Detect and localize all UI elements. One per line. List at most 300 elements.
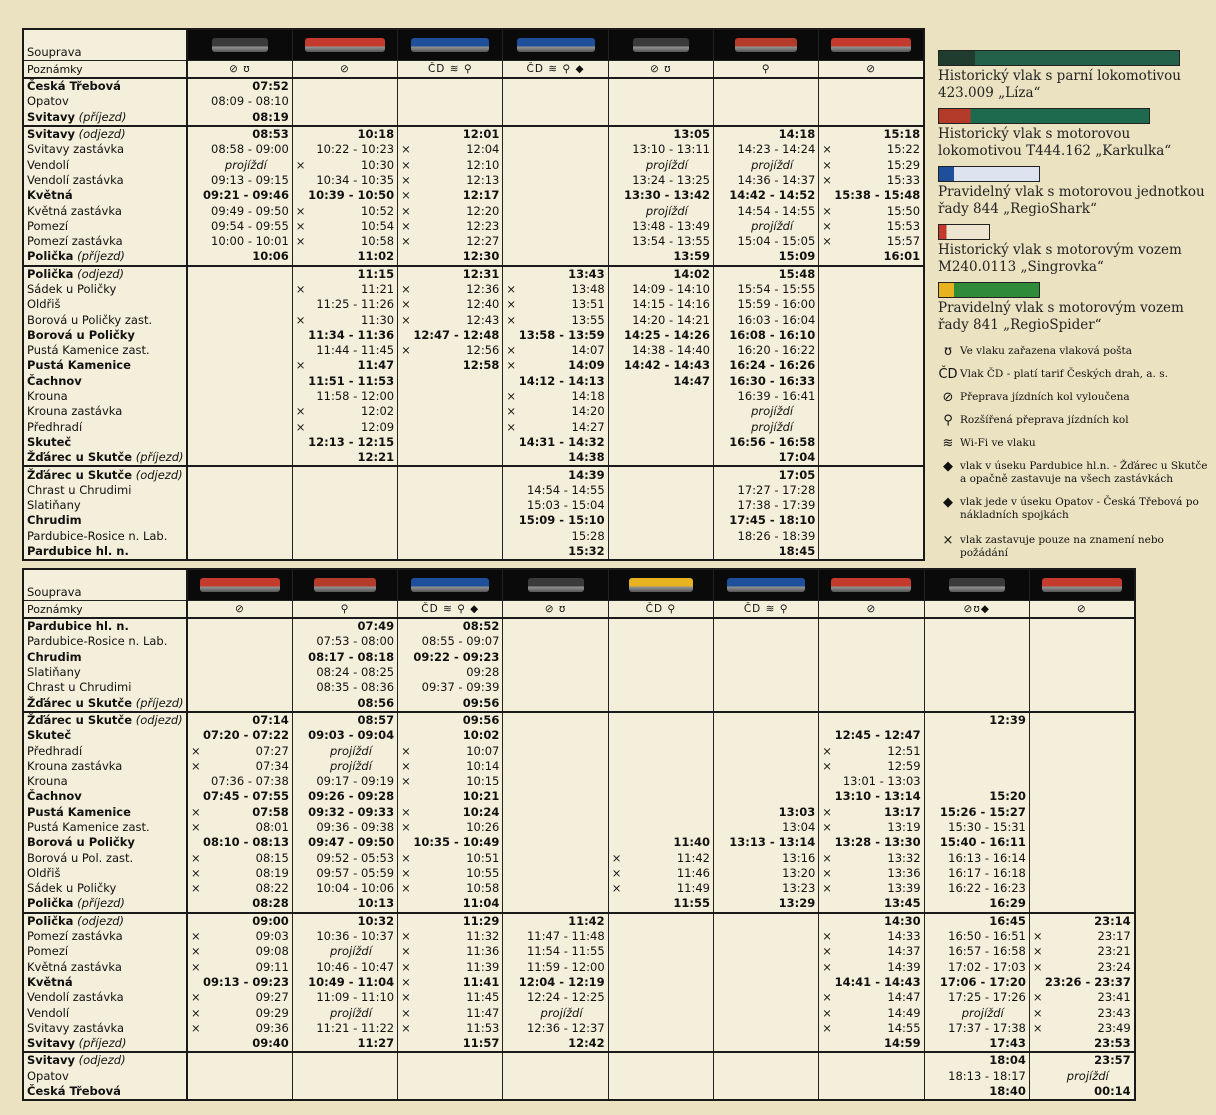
time-cell [608, 529, 713, 544]
time-cell [292, 820, 397, 835]
station-label: Polička [27, 249, 74, 264]
time-cell-content [191, 790, 289, 803]
time-value: 13:10 - 13:11 [632, 142, 710, 157]
timetable-row [23, 126, 924, 142]
time-cell [292, 450, 397, 466]
time-cell-content [401, 666, 499, 679]
time-cell-content [717, 250, 815, 263]
time-value: projíždí [751, 404, 794, 419]
time-cell [292, 249, 397, 265]
timetable-row [23, 789, 1135, 804]
time-cell [398, 219, 503, 234]
legend-symbol-item [936, 460, 1212, 486]
time-cell-content [506, 930, 604, 943]
time-cell [292, 680, 397, 695]
train-notes-icons: ČD ≋ ⚲ ◆ [503, 61, 608, 79]
time-value: 14:18 [778, 127, 816, 142]
time-cell [819, 712, 924, 728]
time-value: 14:36 - 14:37 [737, 172, 816, 187]
train-notes-icons: ⊘ [292, 61, 397, 79]
station-name [23, 513, 187, 528]
request-stop-icon: × [822, 758, 832, 773]
time-cell [819, 665, 924, 680]
time-value: 13:04 [782, 820, 816, 834]
time-cell [187, 78, 292, 94]
station-name [23, 850, 187, 865]
time-cell-content [928, 821, 1026, 834]
time-cell [608, 78, 713, 94]
train-image-regioshark [713, 569, 818, 601]
time-cell [292, 1036, 397, 1052]
time-cell [292, 343, 397, 358]
time-value: 13:59 [673, 249, 710, 264]
station-label: Oldřiš [27, 865, 61, 880]
time-cell [398, 234, 503, 249]
time-cell-content [717, 897, 815, 910]
time-cell [187, 328, 292, 343]
time-value: 17:43 [989, 1036, 1026, 1051]
time-cell [187, 680, 292, 695]
station-label: Slatiňany [27, 665, 81, 680]
station-label: Slatiňany [27, 498, 81, 513]
station-label: Krouna [27, 389, 68, 404]
time-cell [713, 896, 818, 912]
time-cell [503, 389, 608, 404]
time-cell [819, 1005, 924, 1020]
time-cell [187, 219, 292, 234]
station-name [23, 173, 187, 188]
time-cell-content [401, 314, 499, 327]
station-label: Skuteč [27, 728, 72, 743]
time-cell-content [928, 976, 1026, 989]
time-cell-content [296, 790, 394, 803]
time-value: 08:10 - 08:13 [203, 835, 289, 850]
timetable-row [23, 634, 1135, 649]
station-name [23, 975, 187, 990]
request-stop-icon: × [295, 203, 306, 218]
time-cell [398, 389, 503, 404]
time-cell [713, 1069, 818, 1084]
time-cell-content [717, 514, 815, 527]
station-label: Svitavy [27, 127, 75, 142]
time-value: projíždí [329, 758, 372, 773]
station-name [23, 1021, 187, 1036]
time-value: 14:15 - 14:16 [632, 297, 710, 312]
time-value: 15:33 [886, 172, 921, 187]
station-name [23, 94, 187, 109]
station-label: Polička [27, 913, 74, 928]
time-value: 09:03 [255, 929, 289, 944]
time-cell [187, 929, 292, 944]
timetable-row [23, 343, 924, 358]
station-label: Vendolí zastávka [27, 172, 124, 187]
time-cell [503, 835, 608, 850]
time-cell [713, 343, 818, 358]
time-value: 16:03 - 16:04 [737, 312, 816, 327]
time-cell-content [822, 775, 920, 788]
request-stop-icon: × [611, 881, 622, 896]
train-legend [938, 50, 1210, 340]
time-cell [924, 1005, 1029, 1020]
time-cell-content [822, 729, 920, 742]
time-value: 10:55 [466, 865, 500, 880]
time-cell [713, 805, 818, 820]
time-cell [819, 249, 924, 265]
time-value: 14:47 [887, 990, 921, 1005]
time-value: 17:25 - 17:26 [948, 990, 1026, 1005]
time-cell-content [717, 314, 815, 327]
time-cell-content [506, 469, 604, 482]
request-stop-icon: × [401, 990, 411, 1005]
time-cell-content [612, 159, 710, 172]
time-value: 16:29 [989, 896, 1026, 911]
station-name [23, 157, 187, 172]
steam-icon [212, 38, 268, 52]
time-value: 17:45 - 18:10 [729, 513, 816, 528]
time-cell-content [612, 250, 710, 263]
time-cell-content [296, 390, 394, 403]
time-value: 10:04 - 10:06 [316, 881, 395, 896]
time-cell-content [612, 359, 710, 372]
time-cell-content [191, 128, 289, 141]
karkulka-icon [314, 578, 376, 592]
time-value: 07:36 - 07:38 [211, 774, 289, 789]
time-value: 13:54 - 13:55 [632, 234, 710, 249]
time-cell [1029, 960, 1134, 975]
request-stop-icon: × [401, 343, 411, 358]
time-cell [1029, 743, 1134, 758]
request-stop-icon: × [401, 188, 411, 203]
time-value: 14:54 - 14:55 [737, 203, 816, 218]
time-value: 10:51 [466, 850, 500, 865]
time-cell [608, 1084, 713, 1100]
time-cell [187, 618, 292, 634]
time-value: 11:46 [676, 865, 710, 880]
time-cell-content [612, 329, 710, 342]
time-value: 14:31 - 14:32 [518, 434, 605, 449]
time-cell [503, 1052, 608, 1068]
request-stop-icon: × [1032, 944, 1043, 959]
time-value: 12:04 - 12:19 [518, 974, 605, 989]
station-label: Česká Třebová [27, 79, 121, 94]
time-value: 15:03 - 15:04 [526, 498, 605, 513]
request-stop-icon: × [295, 157, 306, 172]
time-cell [924, 913, 1029, 929]
time-cell [292, 759, 397, 774]
time-value: projíždí [329, 1005, 372, 1020]
time-value: 13:01 - 13:03 [842, 774, 921, 789]
time-value: 23:49 [1097, 1020, 1131, 1035]
time-cell [1029, 850, 1134, 865]
station-label: Skuteč [27, 434, 72, 449]
station-name [23, 374, 187, 389]
time-cell [292, 1005, 397, 1020]
time-cell [924, 850, 1029, 865]
request-stop-icon: × [401, 944, 411, 959]
time-value: 11:40 [673, 835, 710, 850]
time-value: 14:41 - 14:43 [834, 974, 921, 989]
station-name [23, 680, 187, 695]
time-cell-content [296, 314, 394, 327]
legend-train-item [938, 108, 1210, 160]
time-value: 13:45 [883, 896, 921, 911]
time-cell [503, 680, 608, 695]
request-stop-icon: × [822, 743, 832, 758]
station-label: Borová u Poličky [27, 835, 135, 850]
time-cell [713, 712, 818, 728]
time-cell-content [191, 205, 289, 218]
time-cell-content [717, 390, 815, 403]
time-cell-content [296, 821, 394, 834]
time-cell-content [717, 821, 815, 834]
time-cell [398, 282, 503, 297]
request-stop-icon: × [1032, 929, 1043, 944]
time-cell [819, 78, 924, 94]
station-label: Borová u Poličky [27, 327, 135, 342]
time-cell-content [296, 697, 394, 710]
time-cell-content [296, 205, 394, 218]
regioshark-icon [517, 38, 595, 52]
time-cell [398, 634, 503, 649]
train-image-karkulka [713, 29, 818, 61]
timetable-row [23, 913, 1135, 929]
no-bicycle-icon: ⊘ [942, 390, 954, 405]
time-cell-content [401, 930, 499, 943]
station-name [23, 759, 187, 774]
time-value: projíždí [751, 419, 794, 434]
time-cell-content [1033, 961, 1131, 974]
time-cell [292, 219, 397, 234]
time-cell [292, 634, 397, 649]
time-cell [608, 695, 713, 711]
request-stop-icon: × [401, 804, 411, 819]
time-cell [292, 743, 397, 758]
request-stop-icon: × [295, 312, 306, 327]
station-label: Pardubice hl. n. [27, 544, 129, 559]
regioshark-icon [727, 578, 805, 592]
station-label: Vendolí zastávka [27, 990, 124, 1005]
request-stop-icon: × [191, 758, 201, 773]
time-value: 13:43 [568, 266, 605, 281]
time-value: 11:30 [360, 312, 395, 327]
time-cell [398, 249, 503, 265]
station-label: Čachnov [27, 373, 82, 388]
time-value: 11:58 - 12:00 [316, 389, 395, 404]
time-value: 08:15 [255, 850, 289, 865]
station-name [23, 866, 187, 881]
station-label: Předhradí [27, 743, 83, 758]
time-cell [398, 820, 503, 835]
time-value: 15:26 - 15:27 [939, 804, 1026, 819]
station-label: Pardubice-Rosice n. Lab. [27, 528, 168, 543]
time-cell [1029, 728, 1134, 743]
station-label: Chrudim [27, 649, 82, 664]
timetable-row [23, 1069, 1135, 1084]
time-cell-content [296, 915, 394, 928]
time-cell [398, 1069, 503, 1084]
time-value: 12:04 [466, 142, 500, 157]
legend-train-text: Historický vlak s motorovým vozem M240.0113 „Singrovka“ [938, 242, 1182, 275]
time-value: 09:56 [462, 712, 500, 727]
time-cell-content [296, 666, 394, 679]
time-cell [713, 404, 818, 419]
station-label: Vendolí [27, 157, 70, 172]
request-stop-icon: × [401, 974, 411, 989]
time-cell-content [401, 867, 499, 880]
time-cell [292, 695, 397, 711]
time-cell [819, 866, 924, 881]
time-cell-content [928, 961, 1026, 974]
timetable-row [23, 374, 924, 389]
time-cell [187, 157, 292, 172]
time-cell [608, 374, 713, 389]
time-cell [924, 665, 1029, 680]
time-cell [503, 1036, 608, 1052]
time-cell [187, 695, 292, 711]
composition-row [23, 29, 924, 61]
time-value: 07:52 [252, 79, 289, 94]
time-cell-content [191, 189, 289, 202]
wifi-icon: ≋ [942, 436, 954, 451]
time-value: 14:07 [571, 343, 605, 358]
time-cell [503, 944, 608, 959]
time-cell [819, 142, 924, 157]
time-cell-content [191, 882, 289, 895]
station-label: Pustá Kamenice zast. [27, 820, 150, 834]
timetable-row [23, 544, 924, 560]
time-cell [713, 466, 818, 482]
time-value: 08:22 [255, 881, 289, 896]
legend-symbol-item [936, 368, 1212, 381]
timetable-row [23, 835, 1135, 850]
time-cell [713, 157, 818, 172]
legend-symbol-text: Rozšířená přeprava jízdních kol [960, 414, 1129, 426]
request-stop-icon: × [401, 172, 411, 187]
time-cell [503, 544, 608, 560]
time-value: 11:39 [466, 959, 500, 974]
time-value: 16:50 - 16:51 [948, 929, 1026, 944]
time-cell [713, 435, 818, 450]
request-stop-icon: × [822, 850, 832, 865]
time-cell-content [296, 852, 394, 865]
time-value: 09:47 - 09:50 [308, 835, 395, 850]
time-cell [819, 1069, 924, 1084]
time-value: 16:22 - 16:23 [948, 881, 1026, 896]
time-cell [503, 513, 608, 528]
timetable-row [23, 680, 1135, 695]
time-cell [819, 789, 924, 804]
time-cell [819, 157, 924, 172]
station-name [23, 483, 187, 498]
time-cell [398, 990, 503, 1005]
time-value: 18:04 [989, 1053, 1026, 1068]
time-cell [187, 960, 292, 975]
time-cell [819, 466, 924, 482]
time-value: 09:13 - 09:23 [203, 974, 289, 989]
time-cell-content [401, 298, 499, 311]
time-cell [608, 389, 713, 404]
train-image-steam [503, 569, 608, 601]
time-cell [187, 1084, 292, 1100]
time-cell [1029, 634, 1134, 649]
time-value: 12:39 [989, 712, 1026, 727]
time-cell [503, 913, 608, 929]
legend-symbol-text: vlak jede v úseku Opatov - Česká Třebová po nákladních spojkách [960, 496, 1199, 521]
time-cell-content [822, 235, 920, 248]
time-cell [713, 695, 818, 711]
time-cell [1029, 866, 1134, 881]
request-stop-icon: × [611, 850, 622, 865]
time-cell-content [401, 882, 499, 895]
time-cell [924, 1036, 1029, 1052]
arrival-departure-qualifier: (příjezd) [132, 450, 184, 465]
request-stop-icon: × [295, 218, 306, 233]
time-cell [713, 358, 818, 373]
time-cell-content [191, 745, 289, 758]
singrovka-icon [305, 38, 385, 52]
time-value: 15:20 [989, 789, 1026, 804]
time-value: 13:16 [782, 850, 816, 865]
station-name [23, 960, 187, 975]
time-cell [924, 1084, 1029, 1100]
time-value: 15:30 - 15:31 [948, 820, 1026, 834]
time-cell [1029, 990, 1134, 1005]
station-label: Chrast u Chrudimi [27, 680, 132, 695]
time-cell [819, 850, 924, 865]
time-cell [713, 944, 818, 959]
time-cell [819, 929, 924, 944]
time-cell [608, 990, 713, 1005]
time-cell [819, 650, 924, 665]
train-image-steam [924, 569, 1029, 601]
time-cell-content [191, 961, 289, 974]
time-cell [503, 483, 608, 498]
train-notes-icons: ⊘ [1029, 601, 1134, 619]
time-value: 08:52 [462, 619, 500, 634]
time-value: 09:22 - 09:23 [413, 649, 500, 664]
time-cell [924, 634, 1029, 649]
request-stop-icon: × [401, 1020, 411, 1035]
time-value: 14:20 - 14:21 [632, 312, 710, 327]
time-cell-content [296, 421, 394, 434]
legend-train-item [938, 282, 1210, 334]
request-stop-icon: × [401, 850, 411, 865]
time-value: 15:09 - 15:10 [518, 513, 605, 528]
station-name [23, 1069, 187, 1084]
station-name [23, 498, 187, 513]
time-cell [819, 297, 924, 312]
time-cell [398, 743, 503, 758]
time-value: 12:13 - 12:15 [308, 434, 395, 449]
timetable-row [23, 466, 924, 482]
station-label: Svitavy zastávka [27, 1020, 125, 1035]
time-cell [1029, 650, 1134, 665]
station-label: Pomezí zastávka [27, 234, 123, 249]
time-cell [819, 420, 924, 435]
legend-symbol-text: vlak zastavuje pouze na znamení nebo požádání [960, 534, 1164, 559]
time-value: 11:34 - 11:36 [308, 327, 395, 342]
time-value: 13:36 [887, 865, 921, 880]
station-label: Květná [27, 188, 73, 203]
time-cell [503, 650, 608, 665]
time-cell-content [401, 806, 499, 819]
station-name [23, 297, 187, 312]
time-cell [713, 529, 818, 544]
time-cell [608, 312, 713, 327]
time-value: 12:58 [462, 358, 500, 373]
time-value: 13:39 [887, 881, 921, 896]
request-stop-icon: × [506, 358, 517, 373]
